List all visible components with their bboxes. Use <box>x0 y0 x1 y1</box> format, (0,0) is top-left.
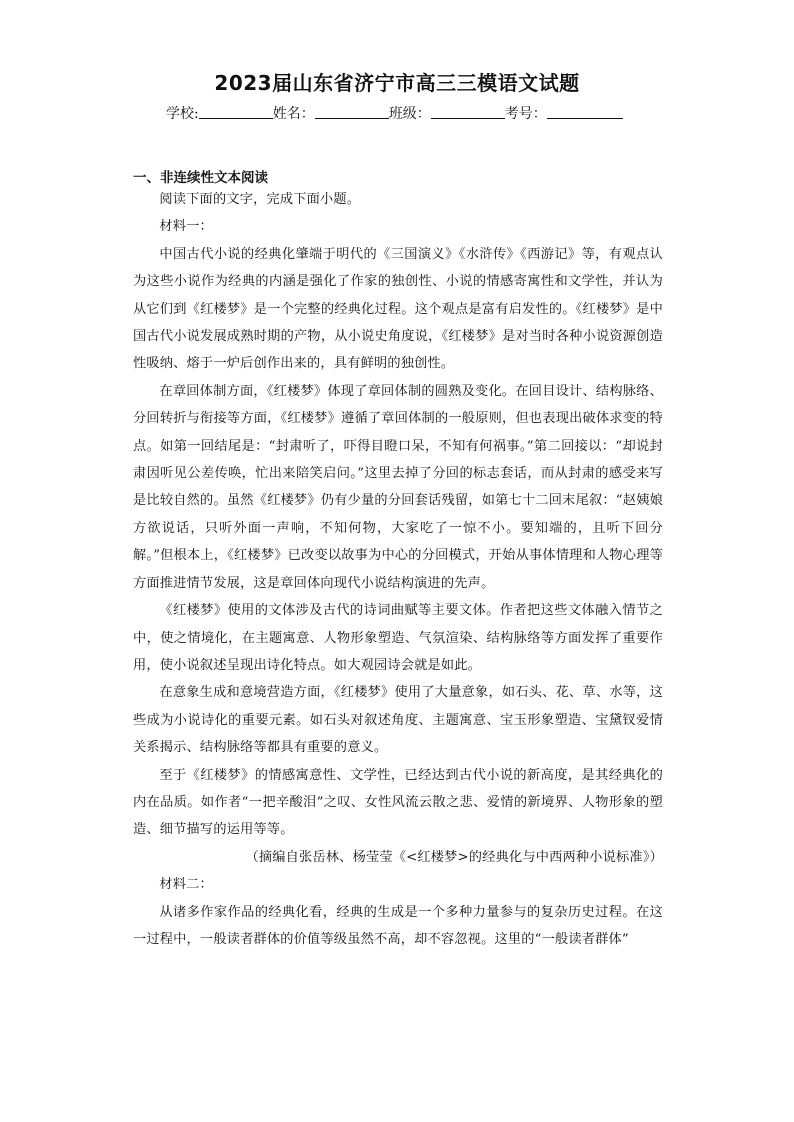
material1-source: （摘编自张岳林、杨莹莹《<红楼梦>的经典化与中西两种小说标准》） <box>245 849 663 865</box>
student-info-row <box>166 103 646 124</box>
class-blank <box>431 103 505 119</box>
section-heading: 一、非连续性文本阅读 <box>133 170 268 186</box>
name-label: 姓名： <box>272 106 315 122</box>
document-title: 2023届山东省济宁市高三三模语文试题 <box>214 71 580 95</box>
exam-number-blank <box>547 103 623 119</box>
instruction-text: 阅读下面的文字，完成下面小题。 <box>159 192 361 207</box>
school-label: 学校: <box>166 106 199 122</box>
material1-paragraph: 在章回体制方面，《红楼梦》体现了章回体制的圆熟及变化。在回目设计、结构脉络、分回转折与衔接等方面，《红楼梦》遵循了章回体制的一般原则，但也表现出破体求变的特点。如第一回结尾是：“封肃听了，吓得目瞪口呆，不知有何祸事。”第二回接以：“却说封肃因听见公差传唤，忙出来陪笑启问。”这里去掉了分回的标志套话，而从封肃的感受来写是比较自然的。虽然《红楼梦》仍有少量的分回套话残留，如第七十二回末尾叙：“赵姨娘方欲说话，只听外面一声响，不知何物，大家吃了一惊不小。要知端的，且听下回分解。”但根本上，《红楼梦》已改变以故事为中心的分回模式，开始从事体情理和人物心理等方面推进情节发展，这是章回体向现代小说结构演进的先声。 <box>133 383 663 591</box>
material1-paragraph: 在意象生成和意境营造方面，《红楼梦》使用了大量意象，如石头、花、草、水等，这些成为小说诗化的重要元素。如石头对叙述角度、主题寓意、宝玉形象塑造、宝黛钗爱情关系揭示、结构脉络等都具有重要的意义。 <box>133 685 663 756</box>
material2-paragraph: 从诸多作家作品的经典化看，经典的生成是一个多种力量参与的复杂历史过程。在这一过程中，一般读者群体的价值等级虽然不高，却不容忽视。这里的“一般读者群体” <box>133 904 663 947</box>
material1-paragraph: 《红楼梦》使用的文体涉及古代的诗词曲赋等主要文体。作者把这些文体融入情节之中，使之情境化，在主题寓意、人物形象塑造、气氛渲染、结构脉络等方面发挥了重要作用，使小说叙述呈现出诗化特点。如大观园诗会就是如此。 <box>133 603 663 673</box>
class-label: 班级： <box>388 106 431 122</box>
school-blank <box>199 103 273 119</box>
material2-label: 材料二： <box>159 877 213 893</box>
name-blank <box>315 103 389 119</box>
reading-passage <box>133 186 663 953</box>
material1-label: 材料一： <box>159 219 213 235</box>
material1-paragraph: 至于《红楼梦》的情感寓意性、文学性，已经达到古代小说的新高度，是其经典化的内在品质。如作者“一把辛酸泪”之叹、女性风流云散之悲、爱情的新境界、人物形象的塑造、细节描写的运用等等。 <box>133 767 663 838</box>
exam-number-label: 考号： <box>504 106 547 122</box>
material1-paragraph: 中国古代小说的经典化肇端于明代的《三国演义》《水浒传》《西游记》等，有观点认为这些小说作为经典的内涵是强化了作家的独创性、小说的情感寄寓性和文学性，并认为从它们到《红楼梦》是一个完整的经典化过程。这个观点是富有启发性的。《红楼梦》是中国古代小说发展成熟时期的产物，从小说史角度说，《红楼梦》是对当时各种小说资源创造性吸纳、熔于一炉后创作出来的，具有鲜明的独创性。 <box>133 246 663 372</box>
